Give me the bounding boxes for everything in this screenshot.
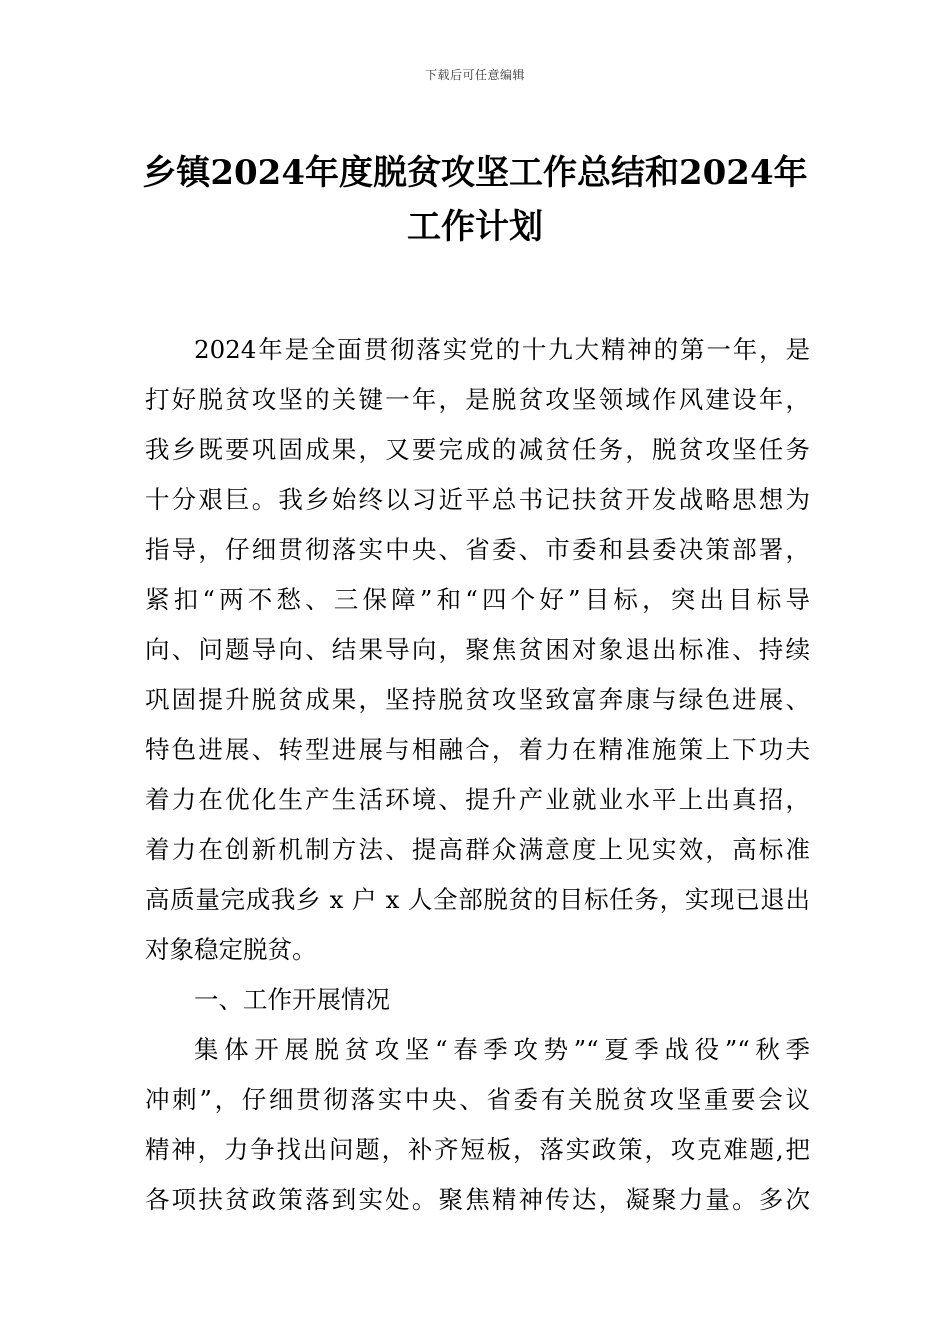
text-line: 集体开展脱贫攻坚“春季攻势”“夏季战役”“秋季 xyxy=(194,1035,810,1064)
title-line-1: 乡镇2024年度脱贫攻坚工作总结和2024年 xyxy=(142,153,808,193)
section-heading-text: 一、工作开展情况 xyxy=(194,985,390,1014)
text-line: 2024年是全面贯彻落实党的十九大精神的第一年，是 xyxy=(194,335,810,364)
document-title xyxy=(140,146,810,254)
text-line: 紧扣“两不愁、三保障”和“四个好”目标，突出目标导 xyxy=(145,585,810,614)
text-line: 特色进展、转型进展与相融合，着力在精准施策上下功夫 xyxy=(145,735,810,764)
title-line-2: 工作计划 xyxy=(407,207,543,247)
text-line: 我乡既要巩固成果，又要完成的减贫任务，脱贫攻坚任务 xyxy=(145,435,810,464)
document-body xyxy=(145,325,810,1225)
text-line: 着力在创新机制方法、提高群众满意度上见实效，高标准 xyxy=(145,835,810,864)
text-line: 着力在优化生产生活环境、提升产业就业水平上出真招， xyxy=(145,785,810,814)
text-line: 对象稳定脱贫。 xyxy=(145,935,317,964)
header-note: 下载后可任意编辑 xyxy=(424,68,525,82)
paragraph-work xyxy=(145,1025,810,1225)
text-line: 精神，力争找出问题，补齐短板，落实政策，攻克难题,把 xyxy=(145,1135,810,1164)
text-line: 高质量完成我乡 x 户 x 人全部脱贫的目标任务，实现已退出 xyxy=(145,885,810,914)
text-line: 各项扶贫政策落到实处。聚焦精神传达，凝聚力量。多次 xyxy=(145,1185,810,1214)
section-heading xyxy=(145,975,810,1025)
text-line: 十分艰巨。我乡始终以习近平总书记扶贫开发战略思想为 xyxy=(145,485,810,514)
text-line: 向、问题导向、结果导向，聚焦贫困对象退出标准、持续 xyxy=(145,635,810,664)
text-line: 指导，仔细贯彻落实中央、省委、市委和县委决策部署， xyxy=(145,535,810,564)
text-line: 巩固提升脱贫成果，坚持脱贫攻坚致富奔康与绿色进展、 xyxy=(145,685,810,714)
text-line: 打好脱贫攻坚的关键一年，是脱贫攻坚领域作风建设年， xyxy=(145,385,810,414)
text-line: 冲刺”，仔细贯彻落实中央、省委有关脱贫攻坚重要会议 xyxy=(145,1085,810,1114)
paragraph-intro xyxy=(145,325,810,975)
